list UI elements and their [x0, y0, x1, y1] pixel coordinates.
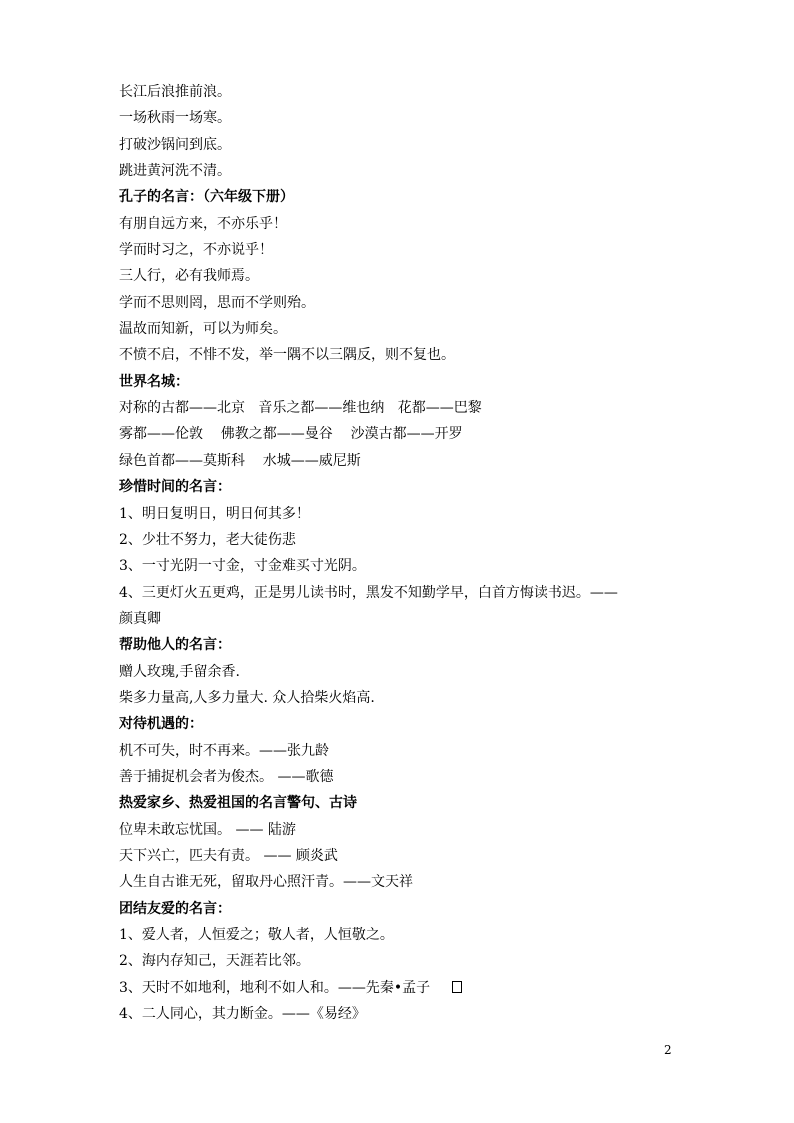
text-line: [119, 263, 689, 289]
line-text: 不愤不启，不悱不发，举一隅不以三隅反，则不复也。: [119, 347, 455, 364]
line-text: 3、一寸光阴一寸金，寸金难买寸光阴。: [119, 558, 366, 575]
text-line: [119, 685, 689, 711]
line-text: 雾都——伦敦 佛教之都——曼谷 沙漠古都——开罗: [119, 426, 463, 443]
line-text: 机不可失，时不再来。——张九龄: [119, 742, 329, 759]
text-line: [119, 975, 689, 1001]
line-text: 有朋自远方来，不亦乐乎！: [119, 215, 287, 232]
line-text: 4、二人同心，其力断金。——《易经》: [119, 1006, 366, 1023]
line-text: 1、明日复明日，明日何其多！: [119, 505, 310, 522]
line-text: 珍惜时间的名言：: [119, 479, 231, 496]
line-text: 打破沙锅问到底。: [119, 136, 231, 153]
text-line: [119, 211, 689, 237]
section-heading: [119, 632, 689, 658]
text-line: [119, 237, 689, 263]
text-line: [119, 948, 689, 974]
line-text: 学而时习之，不亦说乎！: [119, 242, 273, 259]
line-text: 人生自古谁无死，留取丹心照汗青。——文天祥: [119, 874, 413, 891]
text-line: [119, 659, 689, 685]
line-text: 帮助他人的名言：: [119, 637, 231, 654]
document-page: [119, 79, 689, 1027]
text-line: [119, 553, 689, 579]
line-text: 世界名城：: [119, 373, 189, 390]
page-number: 2: [664, 1043, 672, 1057]
text-line: [119, 158, 689, 184]
section-heading: [119, 184, 689, 210]
text-line: [119, 290, 689, 316]
line-text: 三人行，必有我师焉。: [119, 268, 259, 285]
line-text: 1、爱人者，人恒爱之；敬人者，人恒敬之。: [119, 927, 394, 943]
text-line: [119, 606, 689, 632]
line-text: 一场秋雨一场寒。: [119, 110, 231, 127]
text-line: [119, 501, 689, 527]
line-text: 4、三更灯火五更鸡，正是男儿读书时，黑发不知勤学早，白首方悔读书迟。——: [119, 584, 618, 601]
text-line: [119, 421, 689, 447]
section-heading: [119, 474, 689, 500]
text-line: [119, 580, 689, 606]
line-text: 长江后浪推前浪。: [119, 84, 231, 100]
section-heading: [119, 711, 689, 737]
line-text: 对称的古都——北京 音乐之都——维也纳 花都——巴黎: [119, 400, 482, 417]
missing-glyph-box-icon: [452, 981, 462, 993]
line-text: 天下兴亡，匹夫有责。 —— 顾炎武: [119, 847, 338, 864]
text-line: [119, 922, 689, 948]
text-line: [119, 843, 689, 869]
text-line: [119, 342, 689, 368]
line-text: 颜真卿: [119, 610, 161, 627]
text-line: [119, 817, 689, 843]
section-heading: [119, 896, 689, 922]
text-line: [119, 448, 689, 474]
line-text: 善于捕捉机会者为俊杰。 ——歌德: [119, 768, 334, 785]
section-heading: [119, 369, 689, 395]
line-text: 3、天时不如地利，地利不如人和。——先秦•孟子: [119, 979, 431, 996]
line-text: 孔子的名言：（六年级下册）: [119, 189, 294, 206]
line-text: 热爱家乡、热爱祖国的名言警句、古诗: [119, 795, 357, 812]
line-text: 绿色首都——莫斯科 水城——威尼斯: [119, 452, 361, 469]
line-text: 团结友爱的名言：: [119, 900, 231, 917]
text-line: [119, 316, 689, 342]
text-line: [119, 869, 689, 895]
line-text: 学而不思则罔，思而不学则殆。: [119, 294, 315, 311]
text-line: [119, 105, 689, 131]
text-line: [119, 527, 689, 553]
line-text: 位卑未敢忘忧国。 —— 陆游: [119, 821, 296, 838]
line-text: 柴多力量高,人多力量大. 众人拾柴火焰高.: [119, 689, 375, 706]
text-line: [119, 395, 689, 421]
line-text: 温故而知新，可以为师矣。: [119, 321, 287, 338]
line-text: 2、少壮不努力，老大徒伤悲: [119, 531, 296, 548]
text-line: [119, 764, 689, 790]
text-line: [119, 79, 689, 105]
line-text: 2、海内存知己，天涯若比邻。: [119, 953, 310, 970]
line-text: 跳进黄河洗不清。: [119, 163, 231, 180]
text-line: [119, 132, 689, 158]
section-heading: [119, 790, 689, 816]
text-line: [119, 738, 689, 764]
line-text: 对待机遇的：: [119, 716, 203, 733]
line-text: 赠人玫瑰,手留余香.: [119, 663, 240, 680]
text-line: [119, 1001, 689, 1027]
